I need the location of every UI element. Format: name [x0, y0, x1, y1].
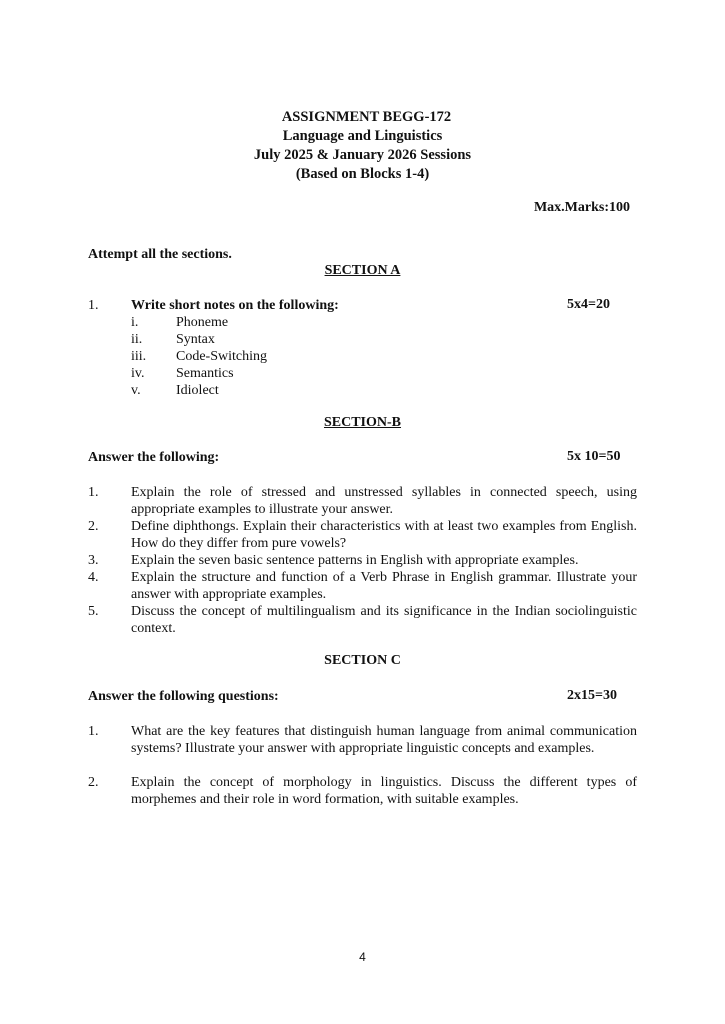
question-number: 4.	[88, 570, 99, 585]
section-a-question-text: Write short notes on the following:	[131, 298, 339, 313]
question-number: 3.	[88, 553, 99, 568]
question-number: 2.	[88, 519, 99, 534]
question-number: 5.	[88, 604, 99, 619]
course-name: Language and Linguistics	[282, 128, 443, 144]
section-b-marks: 5x 10=50	[567, 449, 621, 464]
sessions-line: July 2025 & January 2026 Sessions	[253, 147, 472, 163]
section-c-instruction: Answer the following questions:	[88, 689, 279, 704]
question-number: 1.	[88, 485, 99, 500]
blocks-line: (Based on Blocks 1-4)	[295, 166, 430, 182]
question-number: 1.	[88, 724, 99, 739]
section-b-title: SECTION-B	[323, 415, 402, 430]
list-item-number: v.	[131, 383, 141, 398]
list-item-text: Code-Switching	[176, 349, 267, 364]
question-text: Explain the concept of morphology in linguistics. Discuss the different types of morphemes and their role in word formation, with suitable examples.	[131, 775, 637, 807]
question-number: 2.	[88, 775, 99, 790]
max-marks: Max.Marks:100	[533, 200, 630, 215]
question-text: Define diphthongs. Explain their characteristics with at least two examples from English. How do they differ from pure vowels?	[131, 519, 637, 551]
general-instruction: Attempt all the sections.	[88, 247, 232, 262]
question-text: What are the key features that distinguish human language from animal communication systems? Illustrate your answer with appropriate linguistic concepts and examples.	[131, 724, 637, 756]
assignment-header	[0, 108, 725, 184]
section-a-question-number: 1.	[88, 298, 99, 313]
question-text: Explain the role of stressed and unstressed syllables in connected speech, using appropriate examples to illustrate your answer.	[131, 485, 637, 517]
list-item-text: Semantics	[176, 366, 234, 381]
list-item-number: ii.	[131, 332, 143, 347]
question-text: Explain the structure and function of a Verb Phrase in English grammar. Illustrate your answer with appropriate examples.	[131, 570, 637, 602]
list-item-number: iii.	[131, 349, 147, 364]
section-b-instruction: Answer the following:	[88, 450, 220, 465]
section-a-marks: 5x4=20	[567, 297, 610, 312]
list-item-number: iv.	[131, 366, 145, 381]
list-item-text: Syntax	[176, 332, 215, 347]
section-c-title: SECTION C	[324, 653, 401, 668]
list-item-number: i.	[131, 315, 139, 330]
list-item-text: Idiolect	[176, 383, 219, 398]
list-item-text: Phoneme	[176, 315, 229, 330]
page-number: 4	[359, 950, 366, 964]
assignment-title: ASSIGNMENT BEGG-172	[281, 109, 452, 125]
section-a-title: SECTION A	[324, 263, 401, 278]
question-text: Discuss the concept of multilingualism and its significance in the Indian sociolinguistic context.	[131, 604, 637, 636]
section-c-marks: 2x15=30	[567, 688, 617, 703]
question-text: Explain the seven basic sentence patterns in English with appropriate examples.	[131, 553, 579, 568]
